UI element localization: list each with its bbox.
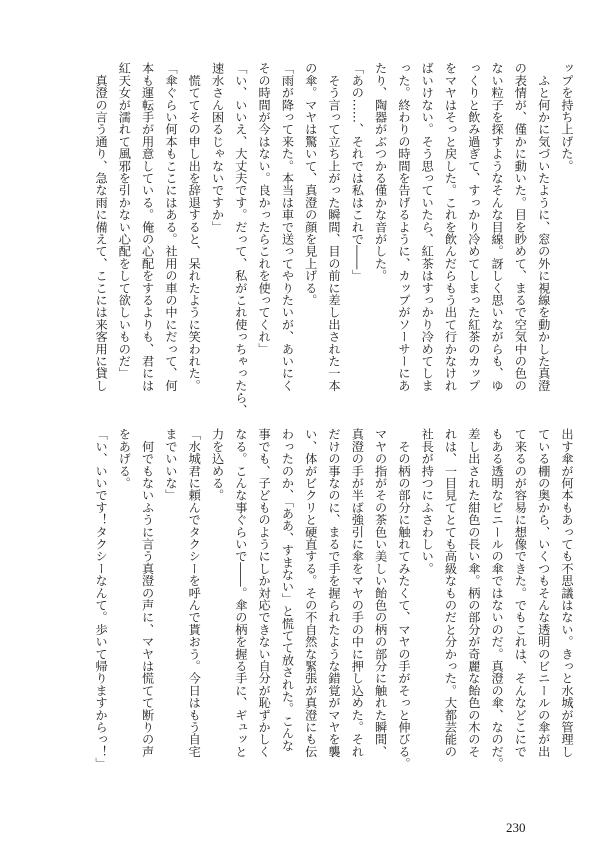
text-column: マヤの指がその茶色い美しい飴色の柄の部分に触れた瞬間、 <box>373 428 388 758</box>
text-column: そう言って立ち上がった瞬間、目の前に差し出された一本 <box>327 62 342 392</box>
text-column: 真澄の手が半ば強引に傘をマヤの手の中に押し込めた。それ <box>350 428 365 758</box>
text-column: だけの事なのに、まるで手を握られたような錯覚がマヤを襲 <box>327 428 342 758</box>
text-column: い、体がビクリと硬直する。その不自然な緊張が真澄にも伝 <box>303 428 318 758</box>
text-column: 社長が持つにふさわしい。 <box>420 428 435 575</box>
text-column: 「い、いいです！タクシーなんて。歩いて帰りますからっ！」 <box>94 428 109 770</box>
text-column: っくりと飲み過ぎて、すっかり冷めてしまった紅茶のカップ <box>466 62 481 392</box>
lower-text-block <box>89 428 578 793</box>
text-column: 紅天女が濡れて風邪を引かない心配をして欲しいものだ」 <box>117 62 132 380</box>
text-column: 「あの……、それでは私はこれで――」 <box>350 62 365 282</box>
text-column: 真澄の言う通り、急な雨に備えて、ここには来客用に貸し <box>94 62 109 392</box>
text-column: 何でもないふうに言う真澄の声に、マヤは慌てて断りの声 <box>140 428 155 758</box>
text-column: 「い、いいえ、大丈夫です。だって、私がこれ使っちゃったら、 <box>233 62 248 416</box>
text-column: ない粒子を探すようなそんな目線。訝しく思いながらも、ゆ <box>490 62 505 392</box>
text-column: わったのか、「ああ、すまない」と慌てて放された。こんな <box>280 428 295 752</box>
text-column: 出す傘が何本もあっても不思議はない。きっと水城が管理し <box>560 428 574 758</box>
text-column: った。終わりの時間を告げるように、カップがソーサーにあ <box>396 62 411 392</box>
text-column: をマヤはそっと戻した。これを飲んだらもう出て行かなけれ <box>443 62 458 392</box>
text-column: その柄の部分に触れてみたくて、マヤの手がそっと伸びる。 <box>396 428 411 770</box>
text-column: の表情が、僅かに動いた。目を眇めて、まるで空気中の色の <box>513 62 528 392</box>
text-column: 事でも、子どものようにしか対応できない自分が恥ずかしく <box>257 428 272 758</box>
text-column: 差し出された紺色の長い傘。柄の部分が奇麗な飴色の木のそ <box>466 428 481 758</box>
text-column: をあげる。 <box>117 428 132 489</box>
text-column: までいいな」 <box>163 428 178 502</box>
text-column: ている棚の奥から、いくつもそんな透明のビニールの傘が出 <box>536 428 551 758</box>
text-column: 「雨が降って来た。本当は車で送ってやりたいが、あいにく <box>280 62 295 392</box>
text-column: なる。こんな事ぐらいで――。傘の柄を握る手に、ギュッと <box>233 428 248 758</box>
text-column: 「水城君に頼んでタクシーを呼んで貰おう。今日はもう自宅 <box>187 428 202 758</box>
text-column: 「傘ぐらい何本もここにはある。社用の車の中にだって、何 <box>163 62 178 392</box>
text-column: 速水さん困るじゃないですか」 <box>210 62 225 233</box>
text-column: 慌ててその申し出を辞退すると、呆れたように笑われた。 <box>187 62 202 392</box>
page-number: 230 <box>506 820 526 835</box>
text-column: たり、陶器がぶつかる僅かな音がした。 <box>373 62 388 282</box>
text-column: の傘。マヤは驚いて、真澄の顔を見上げる。 <box>303 62 318 306</box>
text-column: ふと何かに気づいたように、窓の外に視線を動かした真澄 <box>536 62 551 392</box>
text-column: 本も運転手が用意している。俺の心配をするよりも、君には <box>140 62 155 392</box>
text-column: れは、一目見てとても高級なものだと分かった。大都芸能の <box>443 428 458 758</box>
text-column: ばいけない。そう思っていたら、紅茶はすっかり冷めてしま <box>420 62 435 392</box>
upper-text-block <box>89 62 578 416</box>
text-column: て来るのが容易に想像できた。でもこれは、そんなどこにで <box>513 428 528 758</box>
text-column: もある透明なビニールの傘ではないのだ。真澄の傘、なのだ。 <box>490 428 505 770</box>
text-column: 力を込める。 <box>210 428 225 502</box>
text-column: その時間が今はない。良かったらこれを使ってくれ」 <box>257 62 272 355</box>
text-column: ップを持ち上げた。 <box>560 62 574 172</box>
